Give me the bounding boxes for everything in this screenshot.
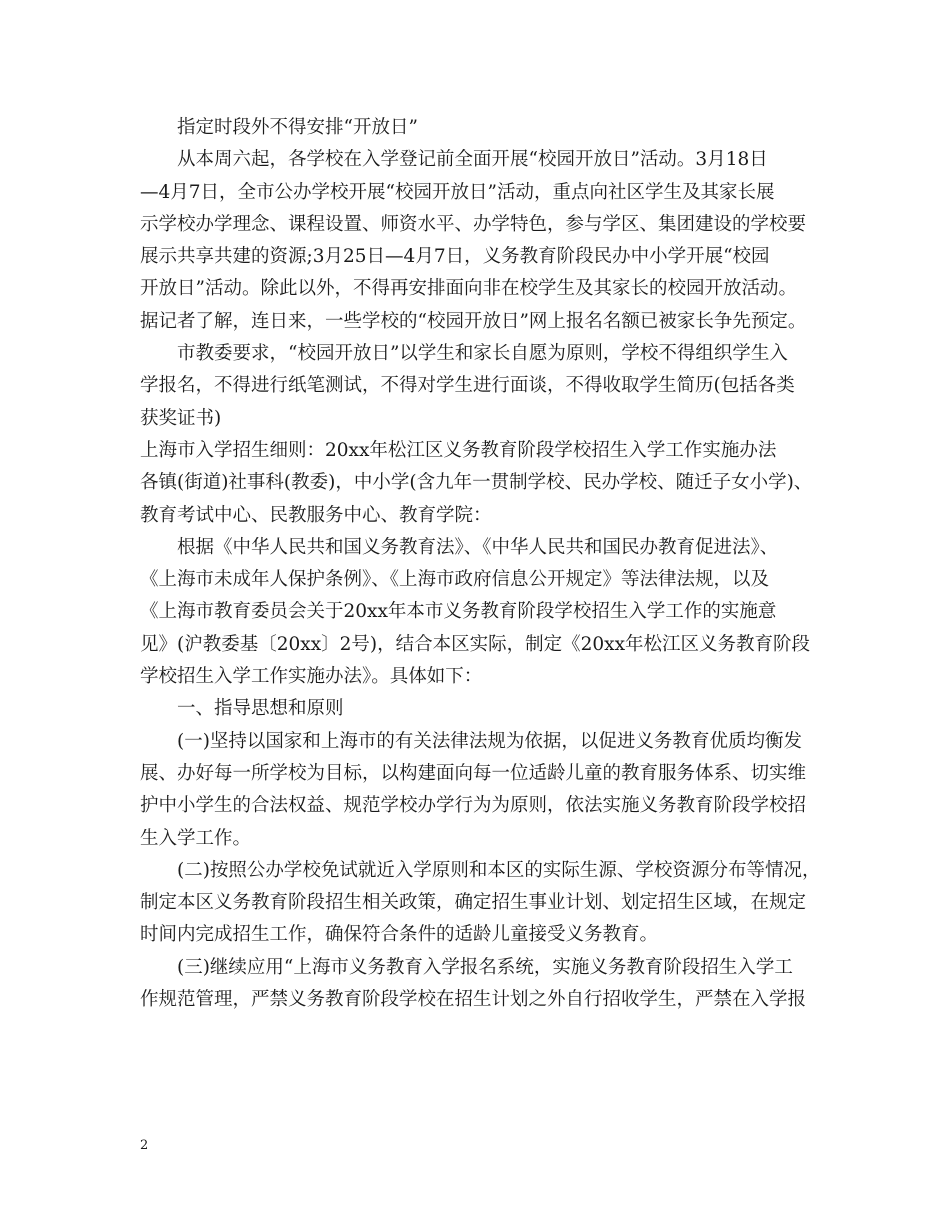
text-line: 获奖证书) <box>140 407 222 429</box>
text-line: 根据《中华人民共和国义务教育法》、《中华人民共和国民办教育促进法》、 <box>177 536 779 558</box>
document-page <box>140 112 826 1016</box>
text-line: 指定时段外不得安排“开放日” <box>177 117 418 138</box>
text-line: 从本周六起，各学校在入学登记前全面开展“校园开放日”活动。3月18日 <box>177 149 768 171</box>
page-number: 2 <box>140 1138 149 1153</box>
text-line: (一)坚持以国家和上海市的有关法律法规为依据，以促进义务教育优质均衡发 <box>177 730 802 752</box>
text-line: 各镇(街道)社事科(教委)，中小学(含九年一贯制学校、民办学校、随迁子女小学)、 <box>140 472 813 494</box>
text-line: 一、指导思想和原则 <box>177 698 344 720</box>
text-line: 展示共享共建的资源;3月25日—4月7日，义务教育阶段民办中小学开展“校园 <box>140 246 770 268</box>
text-line: 开放日”活动。除此以外，不得再安排面向非在校学生及其家长的校园开放活动。 <box>140 278 797 300</box>
text-line: —4月7日，全市公办学校开展“校园开放日”活动，重点向社区学生及其家长展 <box>140 181 775 203</box>
text-line: 生入学工作。 <box>140 827 252 849</box>
text-line: 教育考试中心、民教服务中心、教育学院： <box>140 504 492 526</box>
text-line: 护中小学生的合法权益、规范学校办学行为为原则，依法实施义务教育阶段学校招 <box>140 795 807 817</box>
text-line: 学报名，不得进行纸笔测试，不得对学生进行面谈，不得收取学生简历(包括各类 <box>140 375 795 397</box>
text-line: 上海市入学招生细则：20xx年松江区义务教育阶段学校招生入学工作实施办法 <box>140 439 777 461</box>
text-line: 展、办好每一所学校为目标，以构建面向每一位适龄儿童的教育服务体系、切实维 <box>140 762 807 784</box>
text-line: 市教委要求，“校园开放日”以学生和家长自愿为原则，学校不得组织学生入 <box>177 343 788 365</box>
text-line: 学校招生入学工作实施办法》。具体如下： <box>140 666 483 688</box>
text-line: 时间内完成招生工作，确保符合条件的适龄儿童接受义务教育。 <box>140 924 659 946</box>
text-line: 作规范管理，严禁义务教育阶段学校在招生计划之外自行招收学生，严禁在入学报 <box>140 989 807 1011</box>
text-line: 制定本区义务教育阶段招生相关政策，确定招生事业计划、划定招生区域，在规定 <box>140 892 807 914</box>
text-line: 据记者了解，连日来，一些学校的“校园开放日”网上报名名额已被家长争先预定。 <box>140 310 807 332</box>
text-line: 《上海市教育委员会关于20xx年本市义务教育阶段学校招生入学工作的实施意 <box>140 601 777 623</box>
text-line: 示学校办学理念、课程设置、师资水平、办学特色，参与学区、集团建设的学校要 <box>140 213 807 235</box>
text-line: 《上海市未成年人保护条例》、《上海市政府信息公开规定》等法律法规，以及 <box>140 569 770 591</box>
text-line: (三)继续应用“上海市义务教育入学报名系统，实施义务教育阶段招生入学工 <box>177 956 793 978</box>
text-line: 见》(沪教委基〔20xx〕2号)，结合本区实际，制定《20xx年松江区义务教育阶段 <box>140 633 811 655</box>
text-line: (二)按照公办学校免试就近入学原则和本区的实际生源、学校资源分布等情况， <box>177 859 821 881</box>
